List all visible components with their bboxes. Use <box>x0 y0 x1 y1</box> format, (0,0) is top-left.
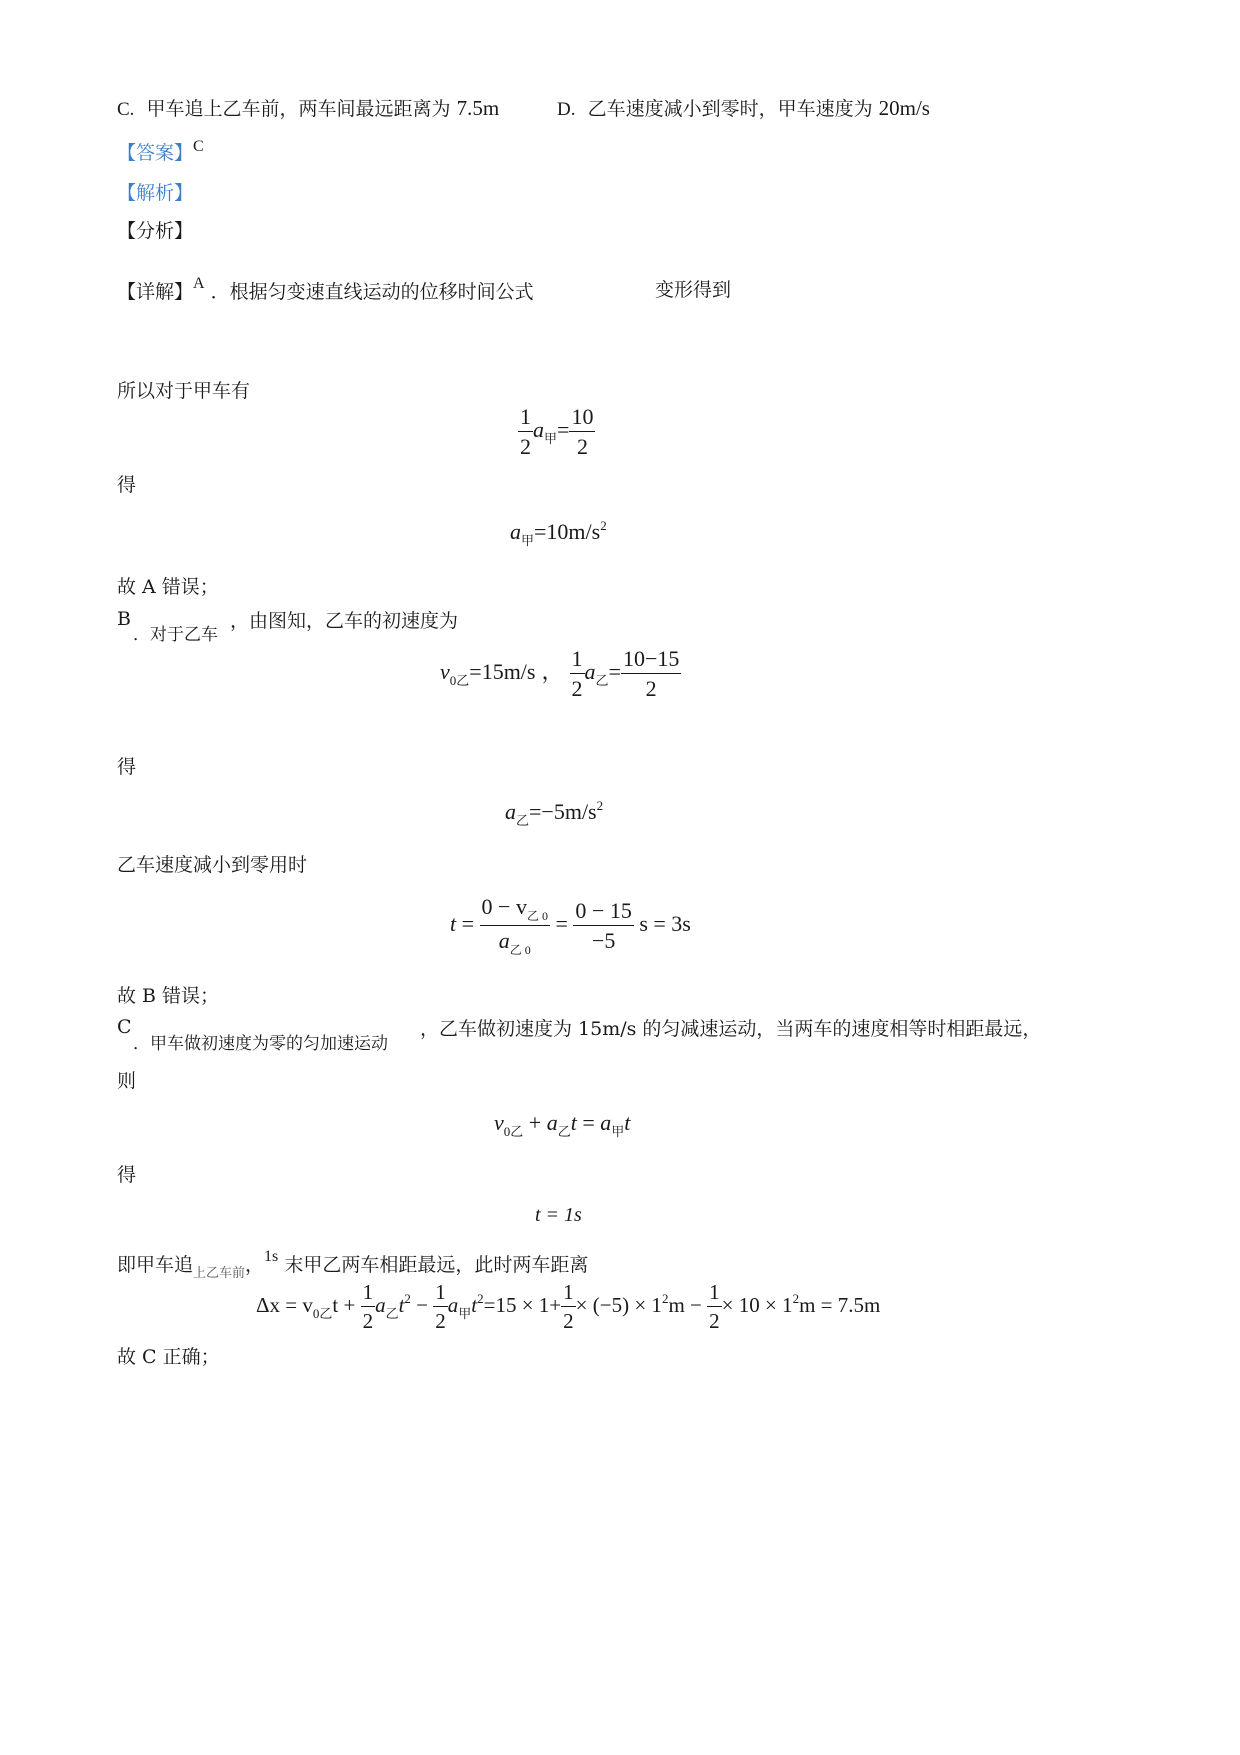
eq-sep: ， <box>541 659 564 685</box>
frac-num-text: 0 − v <box>481 894 527 919</box>
eq-var-t: t <box>624 1110 631 1135</box>
fraction-half <box>361 1282 376 1332</box>
answer-label: 【答案】 <box>117 142 194 164</box>
eq-sign: = <box>576 1110 601 1135</box>
eq-part: m − <box>668 1292 708 1317</box>
fraction-half <box>518 406 533 458</box>
eq-sub: 乙 <box>516 813 530 828</box>
fraction-time <box>480 896 550 956</box>
frac-num: 10−15 <box>621 648 681 674</box>
frac-den: 2 <box>571 676 583 701</box>
eq-var-a: a <box>546 1110 558 1135</box>
part-c-letter: C <box>117 1016 132 1038</box>
eq-sign: = <box>555 911 568 937</box>
eq-sup: 2 <box>596 798 604 813</box>
equation-t-1s: t = 1s <box>535 1204 582 1226</box>
equation-a-jia-value <box>510 518 607 549</box>
part-c-text: ，乙车做初速度为 15m/s 的匀减速运动，当两车的速度相等时相距最远， <box>420 1018 1042 1040</box>
fenxi-label: 【分析】 <box>117 220 194 242</box>
part-c-small: ．甲车做初速度为零的匀加速运动 <box>133 1034 388 1054</box>
frac-den: 2 <box>563 1309 574 1333</box>
de-2: 得 <box>117 756 137 778</box>
eq-tail: m = 7.5m <box>799 1292 881 1317</box>
frac-num: 1 <box>518 406 533 432</box>
eq-var-a: a <box>584 659 596 685</box>
frac-den: 2 <box>576 434 588 459</box>
eq-part: × 10 × 1 <box>721 1292 793 1317</box>
para-last-c: 末甲乙两车相距最远，此时两车距离 <box>278 1254 589 1276</box>
frac-num-sub: 乙 0 <box>526 909 548 923</box>
equation-a-yi-value <box>505 798 603 829</box>
eq-sup: 2 <box>600 518 607 533</box>
frac-num: 1 <box>561 1282 576 1307</box>
eq-sign: = <box>557 417 570 443</box>
answer-value: C <box>193 138 204 155</box>
part-b-text: ，由图知，乙车的初速度为 <box>230 610 459 632</box>
eq-sign: = <box>461 911 475 937</box>
eq-var-t: t <box>450 911 457 937</box>
para-last-struck: 上乙车前 <box>193 1266 246 1281</box>
eq-var-a: a <box>600 1110 612 1135</box>
eq-sup: 2 <box>661 1290 669 1306</box>
option-c-value: 7.5m <box>456 96 500 120</box>
eq-sign: = <box>608 659 621 685</box>
eq-sub: 乙 <box>385 1305 399 1321</box>
frac-den: 2 <box>709 1309 720 1333</box>
conclusion-a: 故 A 错误； <box>117 576 219 598</box>
eq-var-a: a <box>505 799 516 824</box>
part-b-letter: B <box>117 608 131 630</box>
eq-var-t: t <box>398 1292 405 1317</box>
frac-num: 1 <box>433 1282 448 1307</box>
eq-var-a: a <box>375 1292 386 1317</box>
detail-line <box>117 275 534 304</box>
eq-sup: 2 <box>477 1290 484 1306</box>
equation-time <box>450 896 691 956</box>
option-c <box>117 94 499 121</box>
para-jia: 所以对于甲车有 <box>117 380 251 402</box>
answer-line <box>117 138 204 165</box>
eq-sub: 0乙 <box>449 673 470 689</box>
frac-den: −5 <box>591 928 616 953</box>
eq-minus: − <box>410 1292 434 1317</box>
fraction-half <box>561 1282 576 1332</box>
option-d-text: 乙车速度减小到零时，甲车速度为 <box>587 98 873 120</box>
frac-den <box>480 926 550 956</box>
fraction-half <box>433 1282 448 1332</box>
frac-num: 10 <box>569 406 595 432</box>
fraction-values <box>573 900 633 952</box>
para-last-sup: 1s <box>264 1248 279 1265</box>
para-time: 乙车速度减小到零用时 <box>117 854 308 876</box>
detail-text: ．根据匀变速直线运动的位移时间公式 <box>210 281 534 303</box>
eq-sub: 甲 <box>521 533 535 548</box>
option-d-value: 20m/s <box>878 96 930 120</box>
para-last <box>117 1248 589 1281</box>
option-c-text: 甲车追上乙车前，两车间最远距离为 <box>146 98 451 120</box>
option-c-letter: C. <box>117 99 135 120</box>
eq-var-v: v <box>440 659 450 685</box>
frac-den: 2 <box>645 676 657 701</box>
equation-v0-yi <box>440 648 681 700</box>
fraction-diff <box>621 648 681 700</box>
frac-num: 1 <box>707 1282 722 1307</box>
frac-num: 1 <box>570 648 585 674</box>
equation-a-jia <box>518 406 595 458</box>
analysis-label: 【解析】 <box>117 182 194 204</box>
option-d <box>557 94 930 121</box>
detail-sup: A <box>193 275 205 292</box>
eq-sub: 甲 <box>611 1124 625 1139</box>
eq-plus: + <box>523 1110 547 1135</box>
frac-den-text: a <box>498 928 510 953</box>
option-d-letter: D. <box>557 99 576 120</box>
para-last-b: ， <box>245 1254 265 1276</box>
eq-part: × (−5) × 1 <box>575 1292 662 1317</box>
eq-sub: 甲 <box>458 1305 472 1321</box>
para-last-a: 即甲车追 <box>117 1254 194 1276</box>
frac-num: 1 <box>361 1282 376 1307</box>
part-b-small: ．对于乙车 <box>133 625 218 645</box>
eq-var-v: v <box>494 1110 504 1135</box>
detail-label: 【详解】 <box>117 281 194 303</box>
frac-den: 2 <box>362 1309 374 1333</box>
eq-var-t: t <box>471 1292 478 1317</box>
frac-num: 0 − 15 <box>573 900 633 926</box>
eq-var-a: a <box>447 1292 459 1317</box>
eq-sup: 2 <box>792 1290 800 1306</box>
eq-sub: 甲 <box>544 431 558 447</box>
frac-den: 2 <box>520 434 531 459</box>
eq-sub: 0乙 <box>503 1124 524 1139</box>
conclusion-b: 故 B 错误； <box>117 985 220 1007</box>
de-3: 得 <box>117 1164 137 1186</box>
fraction-half <box>707 1282 722 1332</box>
eq-part: t + <box>332 1292 361 1317</box>
eq-var-a: a <box>510 519 521 544</box>
fraction-half <box>570 648 585 700</box>
eq-sub: 0乙 <box>312 1305 333 1321</box>
ze: 则 <box>117 1070 137 1092</box>
eq-var-a: a <box>533 417 544 443</box>
eq-var-t: t <box>570 1110 577 1135</box>
eq-sup: 2 <box>404 1290 411 1306</box>
equation-distance <box>256 1282 880 1332</box>
eq-sub: 乙 <box>557 1124 571 1139</box>
eq-rest: s = 3s <box>639 911 691 937</box>
eq-rest: =−5m/s <box>529 799 597 824</box>
equation-equal-speed <box>494 1110 630 1140</box>
eq-val: =15m/s <box>469 659 536 685</box>
frac-num <box>480 896 550 926</box>
fraction-ten-half <box>569 406 595 458</box>
frac-den-sub: 乙 0 <box>509 943 531 957</box>
de-1: 得 <box>117 474 137 496</box>
detail-text2: 变形得到 <box>655 279 732 301</box>
eq-sub: 乙 <box>595 673 609 689</box>
eq-rest: =10m/s <box>534 519 601 544</box>
frac-den: 2 <box>435 1309 446 1333</box>
eq-part: =15 × 1+ <box>483 1292 562 1317</box>
conclusion-c: 故 C 正确； <box>117 1346 220 1368</box>
eq-lead: Δx = v <box>256 1292 313 1317</box>
